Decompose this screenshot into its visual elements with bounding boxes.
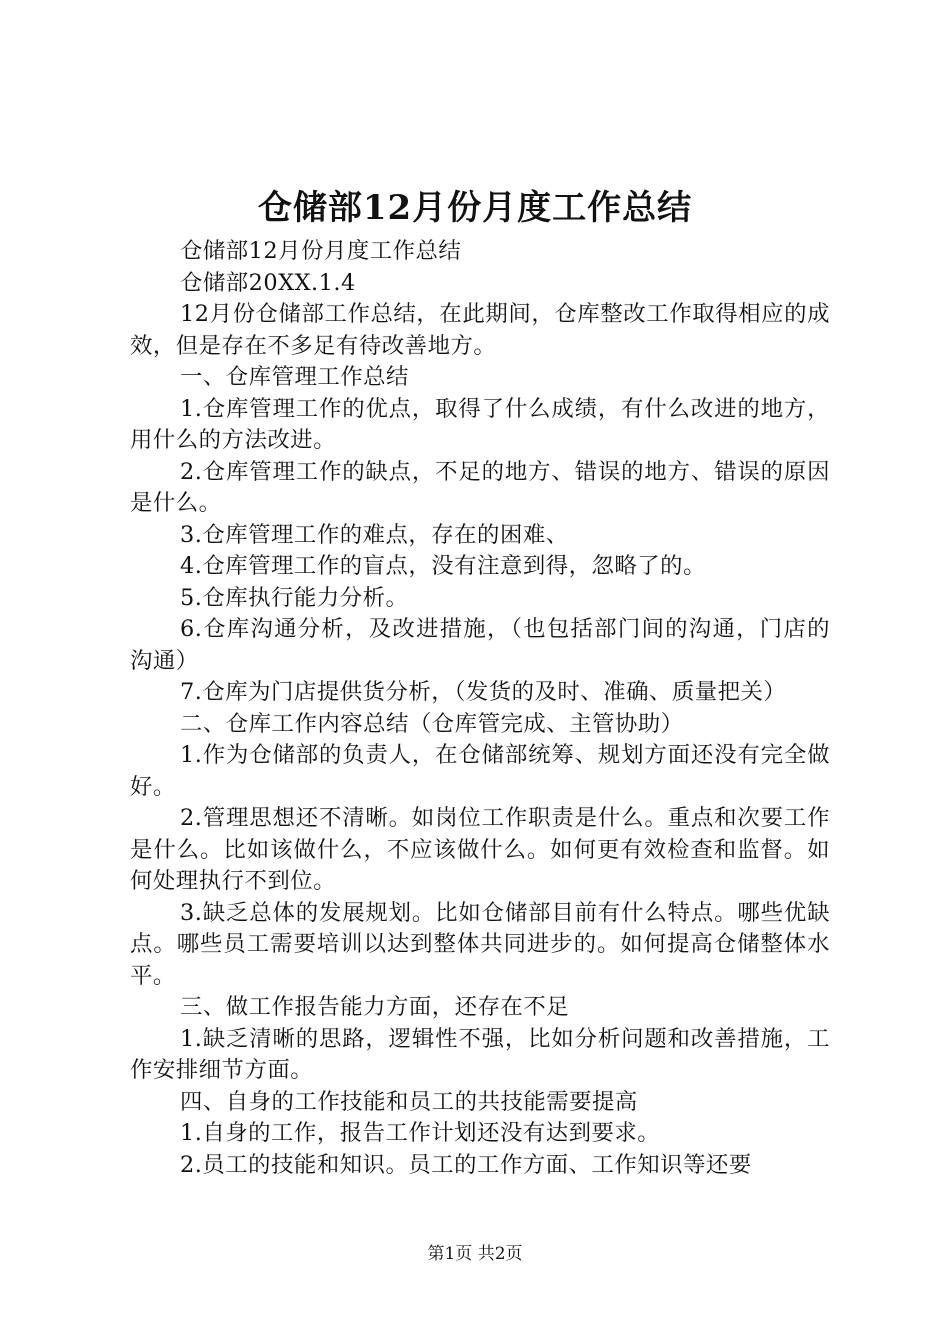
page-indicator: 第1页 共2页: [427, 1244, 523, 1264]
list-item: 4.仓库管理工作的盲点，没有注意到得，忽略了的。: [180, 553, 706, 579]
section-heading: 二、仓库工作内容总结（仓库管完成、主管协助）: [180, 710, 684, 737]
section-heading: 三、做工作报告能力方面，还存在不足: [180, 994, 570, 1020]
paragraph: 12月份仓储部工作总结，在此期间，仓库整改工作取得相应的成效，但是存在不多足有待改善地方。: [130, 301, 830, 359]
document-body: [130, 236, 830, 1181]
list-item: 1.自身的工作，报告工作计划还没有达到要求。: [180, 1120, 661, 1146]
paragraph: 仓储部12月份月度工作总结: [180, 238, 462, 264]
list-item: 2.员工的技能和知识。员工的工作方面、工作知识等还要: [180, 1151, 752, 1178]
document-title: 仓储部12月份月度工作总结: [257, 188, 693, 228]
list-item: 7.仓库为门店提供货分析，（发货的及时、准确、质量把关）: [180, 679, 787, 705]
list-item: 1.仓库管理工作的优点，取得了什么成绩，有什么改进的地方，用什么的方法改进。: [130, 395, 830, 453]
list-item: 2.管理思想还不清晰。如岗位工作职责是什么。重点和次要工作是什么。比如该做什么，不应该做什么。如何更有效检查和监督。如何处理执行不到位。: [130, 805, 830, 894]
list-item: 1.作为仓储部的负责人，在仓储部统筹、规划方面还没有完全做好。: [130, 742, 830, 800]
list-item: 3.缺乏总体的发展规划。比如仓储部目前有什么特点。哪些优缺点。哪些员工需要培训以达到整体共同进步的。如何提高仓储整体水平。: [130, 899, 830, 989]
list-item: 5.仓库执行能力分析。: [180, 584, 409, 611]
paragraph: 仓储部20XX.1.4: [180, 269, 356, 296]
list-item: 2.仓库管理工作的缺点，不足的地方、错误的地方、错误的原因是什么。: [130, 458, 830, 516]
list-item: 6.仓库沟通分析，及改进措施，（也包括部门间的沟通，门店的沟通）: [130, 616, 830, 674]
section-heading: 一、仓库管理工作总结: [180, 364, 409, 390]
list-item: 1.缺乏清晰的思路，逻辑性不强，比如分析问题和改善措施，工作安排细节方面。: [130, 1025, 830, 1083]
list-item: 3.仓库管理工作的难点，存在的困难、: [180, 521, 569, 548]
section-heading: 四、自身的工作技能和员工的共技能需要提高: [180, 1088, 638, 1115]
